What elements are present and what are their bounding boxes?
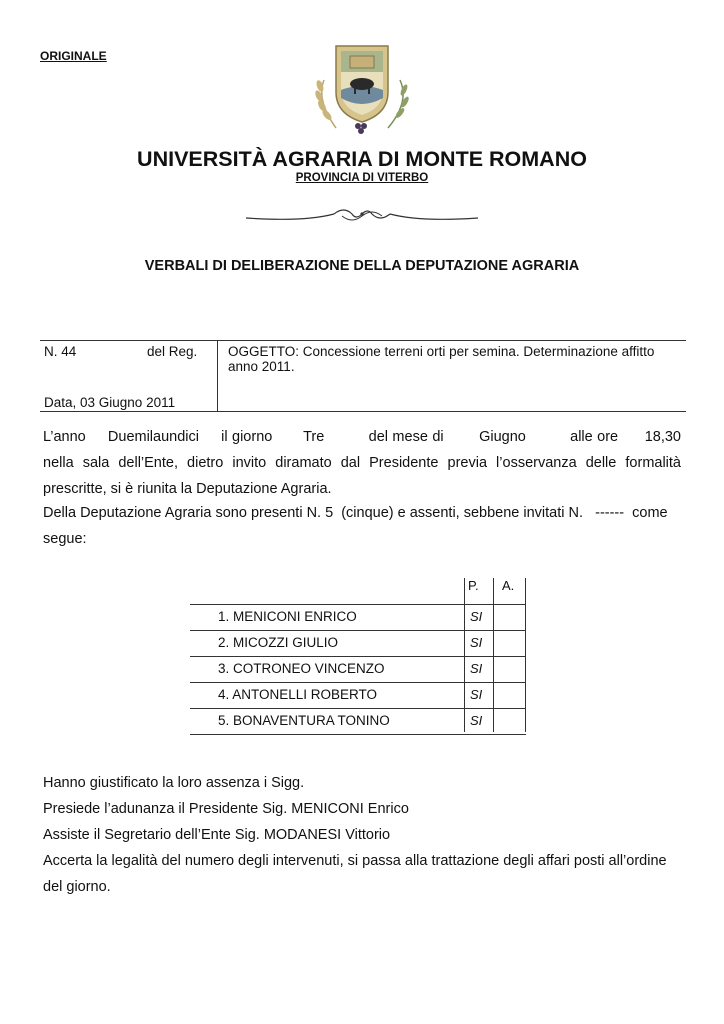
table-row: [190, 604, 526, 630]
member-present: SI: [470, 635, 483, 650]
members-header: [190, 574, 526, 604]
originale-label: ORIGINALE: [40, 49, 107, 63]
table-row: [190, 630, 526, 656]
closing-text: [43, 770, 683, 900]
member-present: SI: [470, 713, 483, 728]
closing-line-5: del giorno.: [43, 879, 111, 895]
coat-of-arms-icon: [306, 40, 418, 136]
member-present: SI: [470, 661, 483, 676]
col-absent-header: A.: [502, 578, 515, 593]
table-row: [190, 682, 526, 708]
table-row: [190, 708, 526, 735]
registry-subject: OGGETTO: Concessione terreni orti per semina. Determinazione affitto anno 2011.: [228, 344, 655, 374]
members-table: [190, 574, 526, 735]
closing-line-3: Assiste il Segretario dell’Ente Sig. MODANESI Vittorio: [43, 827, 391, 843]
body-line-3: prescritte, si è riunita la Deputazione Agraria.: [43, 481, 332, 497]
section-title: VERBALI DI DELIBERAZIONE DELLA DEPUTAZIONE AGRARIA: [144, 258, 580, 274]
body-line-5: segue:: [43, 531, 87, 547]
member-name: 5. BONAVENTURA TONINO: [218, 713, 390, 728]
closing-line-2: Presiede l’adunanza il Presidente Sig. MENICONI Enrico: [43, 801, 409, 817]
table-divider: [217, 341, 218, 411]
registry-number: N. 44: [44, 344, 77, 359]
registry-date: Data, 03 Giugno 2011: [44, 395, 176, 410]
institution-title: UNIVERSITÀ AGRARIA DI MONTE ROMANO: [137, 147, 587, 171]
registry-reg-label: del Reg.: [147, 344, 198, 359]
body-line-4: Della Deputazione Agraria sono presenti N. 5 (cinque) e assenti, sebbene invitati N. ------ come: [43, 505, 668, 521]
table-row: [190, 656, 526, 682]
member-name: 3. COTRONEO VINCENZO: [218, 661, 385, 676]
body-line-2: nella sala dell’Ente, dietro invito diramato dal Presidente previa l’osservanza delle formalità: [43, 455, 681, 471]
registry-header-table: [40, 340, 686, 412]
member-name: 2. MICOZZI GIULIO: [218, 635, 339, 650]
member-name: 1. MENICONI ENRICO: [218, 609, 357, 624]
member-name: 4. ANTONELLI ROBERTO: [218, 687, 378, 702]
closing-line-4: Accerta la legalità del numero degli intervenuti, si passa alla trattazione degli affari posti all’ordine: [43, 853, 667, 869]
col-present-header: P.: [468, 578, 479, 593]
decorative-divider-icon: [244, 204, 480, 226]
member-present: SI: [470, 687, 483, 702]
province-subtitle: PROVINCIA DI VITERBO: [295, 172, 429, 184]
closing-line-1: Hanno giustificato la loro assenza i Sigg.: [43, 775, 305, 791]
member-present: SI: [470, 609, 483, 624]
body-line-1: L’anno Duemilaundici il giorno Tre del mese di Giugno alle ore 18,30: [43, 429, 681, 445]
